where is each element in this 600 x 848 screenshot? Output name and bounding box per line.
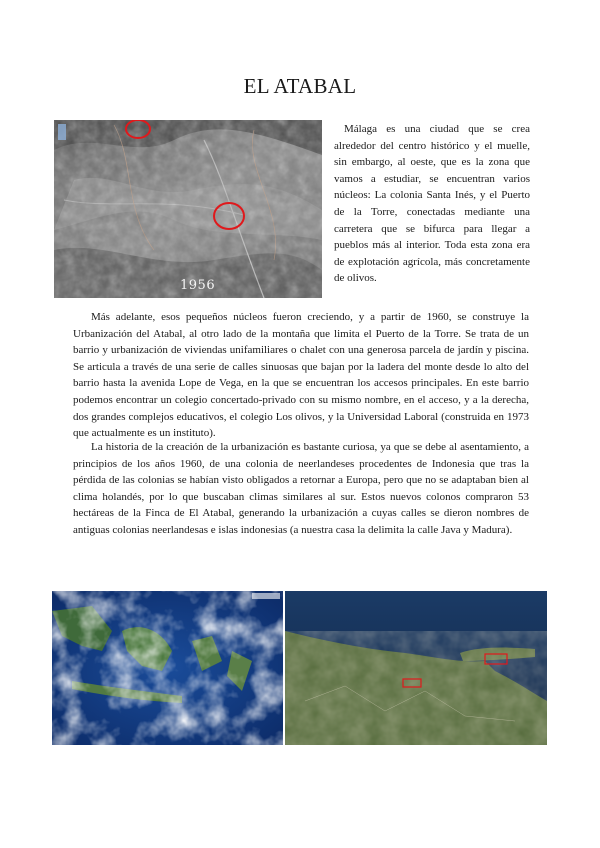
- aerial-photo-image: [54, 120, 322, 298]
- intro-paragraph: Málaga es una ciudad que se crea alrededor del centro histórico y el muelle, sin embargo, al oeste, que es la zona que vamos a estudiar, se encuentran varios núcleos: La colonia Santa Inés, y el Puerto de la Torre, conectadas mediante una carretera que se bifurca para llegar a pueblos más al interior. Toda esta zona era de explotación agrícola, más concretamente de olivos.: [334, 123, 530, 285]
- satellite-map-java-madura-image: [285, 591, 547, 745]
- body-paragraph-1: Más adelante, esos pequeños núcleos fueron creciendo, y a partir de 1960, se construye la Urbanización del Atabal, al otro lado de la montaña que limita el Puerto de la Torre. Se trata de un barrio y urbanización de viviendas unifamiliares o chalet con una generosa parcela de jardín y piscina. Se articula a través de una serie de calles sinuosas que bajan por la ladera del monte desde lo alto del barrio hasta la avenida Lope de Vega, en la que se encuentran los accesos principales. En este barrio podemos encontrar un colegio concertado-privado con su mismo nombre, en el acceso, y a la derecha, dos grandes complejos educativos, el colegio Los olivos, y la Universidad Laboral (construida en 1973 que actualmente es un instituto).: [73, 311, 529, 440]
- satellite-map-java-madura: [285, 591, 547, 745]
- satellite-map-indonesia: [52, 591, 283, 745]
- page-title: EL ATABAL: [243, 74, 357, 98]
- photo-year-label: 1956: [180, 278, 216, 293]
- body-paragraph-2: La historia de la creación de la urbanización es bastante curiosa, ya que se debe al asentamiento, a principios de los años 1960, de una colonia de neerlandeses procedentes de Indonesia que tras la pérdida de las colonias se habían visto obligados a retornar a Europa, pero que no se adaptaban bien al clima holandés, por lo que buscaban climas similares al sur. Estos nuevos colonos compraron 53 hectáreas de la Finca de El Atabal, generando la urbanización a cuyas calles se dieron nombres de antiguas colonias neerlandesas e islas indonesias (a nuestra casa la delimita la calle Java y Madura).: [73, 441, 529, 536]
- satellite-map-indonesia-image: [52, 591, 283, 745]
- aerial-photo-1956: [54, 120, 322, 298]
